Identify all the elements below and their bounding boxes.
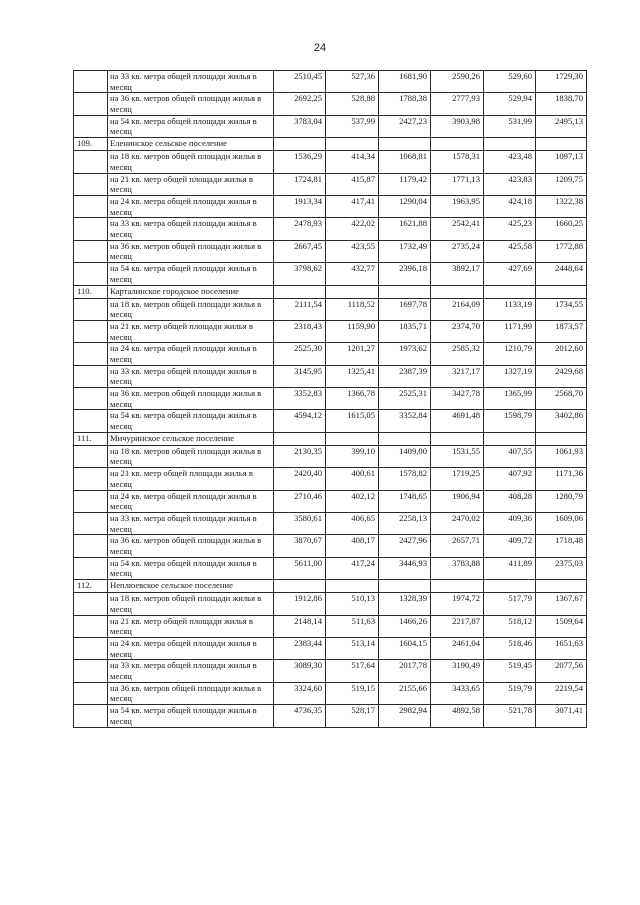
value-cell: 1734,55 [536, 298, 587, 320]
empty-cell [431, 138, 484, 151]
value-cell: 1838,70 [536, 93, 587, 115]
value-cell: 529,60 [484, 71, 536, 93]
section-row [74, 432, 587, 445]
value-cell: 417,41 [326, 195, 379, 217]
value-cell: 5611,00 [274, 557, 326, 579]
value-cell: 513,14 [326, 637, 379, 659]
table-row [74, 151, 587, 173]
value-cell: 2448,64 [536, 263, 587, 285]
value-cell: 427,69 [484, 263, 536, 285]
value-cell: 423,48 [484, 151, 536, 173]
value-cell: 399,10 [326, 445, 379, 467]
value-cell: 1621,88 [379, 218, 431, 240]
table-row [74, 93, 587, 115]
row-number-cell [74, 593, 108, 615]
empty-cell [431, 580, 484, 593]
row-label: на 18 кв. метров общей площади жилья в месяц [108, 445, 274, 467]
table-row [74, 660, 587, 682]
value-cell: 1660,25 [536, 218, 587, 240]
value-cell: 1531,55 [431, 445, 484, 467]
value-cell: 4892,58 [431, 705, 484, 727]
value-cell: 2495,13 [536, 115, 587, 137]
empty-cell [326, 285, 379, 298]
value-cell: 1729,30 [536, 71, 587, 93]
table-row [74, 365, 587, 387]
row-label: на 33 кв. метра общей площади жилья в месяц [108, 365, 274, 387]
value-cell: 2017,78 [379, 660, 431, 682]
row-number-cell [74, 365, 108, 387]
value-cell: 528,88 [326, 93, 379, 115]
value-cell: 1963,95 [431, 195, 484, 217]
value-cell: 407,92 [484, 468, 536, 490]
empty-cell [536, 285, 587, 298]
row-label: на 54 кв. метра общей площади жилья в месяц [108, 705, 274, 727]
value-cell: 518,12 [484, 615, 536, 637]
row-label: на 33 кв. метра общей площади жилья в месяц [108, 660, 274, 682]
value-cell: 519,15 [326, 682, 379, 704]
value-cell: 2542,41 [431, 218, 484, 240]
row-label: на 18 кв. метров общей площади жилья в месяц [108, 151, 274, 173]
value-cell: 1697,78 [379, 298, 431, 320]
table-row [74, 513, 587, 535]
value-cell: 414,34 [326, 151, 379, 173]
value-cell: 408,17 [326, 535, 379, 557]
row-label: на 54 кв. метра общей площади жилья в месяц [108, 557, 274, 579]
section-row [74, 138, 587, 151]
value-cell: 4736,35 [274, 705, 326, 727]
value-cell: 1578,31 [431, 151, 484, 173]
row-number-cell [74, 513, 108, 535]
empty-cell [274, 580, 326, 593]
value-cell: 411,89 [484, 557, 536, 579]
value-cell: 3071,41 [536, 705, 587, 727]
value-cell: 409,72 [484, 535, 536, 557]
row-label: на 21 кв. метр общей площади жилья в месяц [108, 615, 274, 637]
value-cell: 1280,79 [536, 490, 587, 512]
value-cell: 1604,15 [379, 637, 431, 659]
value-cell: 1466,26 [379, 615, 431, 637]
section-number: 111. [74, 432, 108, 445]
value-cell: 2657,71 [431, 535, 484, 557]
value-cell: 3352,83 [274, 388, 326, 410]
row-label: на 33 кв. метра общей площади жилья в месяц [108, 218, 274, 240]
value-cell: 1322,38 [536, 195, 587, 217]
value-cell: 1906,94 [431, 490, 484, 512]
value-cell: 2396,18 [379, 263, 431, 285]
row-label: на 54 кв. метра общей площади жилья в месяц [108, 410, 274, 432]
value-cell: 2148,14 [274, 615, 326, 637]
value-cell: 1068,81 [379, 151, 431, 173]
value-cell: 1327,19 [484, 365, 536, 387]
value-cell: 4594,12 [274, 410, 326, 432]
value-cell: 2420,40 [274, 468, 326, 490]
row-number-cell [74, 151, 108, 173]
value-cell: 1325,41 [326, 365, 379, 387]
table-row [74, 240, 587, 262]
value-cell: 422,02 [326, 218, 379, 240]
value-cell: 3446,93 [379, 557, 431, 579]
table-row [74, 195, 587, 217]
value-cell: 1210,79 [484, 343, 536, 365]
value-cell: 3217,17 [431, 365, 484, 387]
value-cell: 408,28 [484, 490, 536, 512]
row-number-cell [74, 218, 108, 240]
value-cell: 537,99 [326, 115, 379, 137]
value-cell: 3783,88 [431, 557, 484, 579]
value-cell: 519,45 [484, 660, 536, 682]
value-cell: 2374,70 [431, 320, 484, 342]
empty-cell [536, 138, 587, 151]
value-cell: 2461,04 [431, 637, 484, 659]
value-cell: 1061,93 [536, 445, 587, 467]
value-cell: 1772,88 [536, 240, 587, 262]
table-row [74, 218, 587, 240]
value-cell: 415,87 [326, 173, 379, 195]
empty-cell [536, 580, 587, 593]
row-label: на 36 кв. метров общей площади жилья в месяц [108, 388, 274, 410]
value-cell: 1366,78 [326, 388, 379, 410]
value-cell: 409,36 [484, 513, 536, 535]
value-cell: 3089,30 [274, 660, 326, 682]
value-cell: 2590,26 [431, 71, 484, 93]
value-cell: 3190,49 [431, 660, 484, 682]
value-cell: 1328,39 [379, 593, 431, 615]
table-row [74, 445, 587, 467]
value-cell: 400,61 [326, 468, 379, 490]
table-row [74, 593, 587, 615]
empty-cell [274, 138, 326, 151]
table-row [74, 468, 587, 490]
value-cell: 510,13 [326, 593, 379, 615]
table-row [74, 557, 587, 579]
value-cell: 425,23 [484, 218, 536, 240]
value-cell: 511,63 [326, 615, 379, 637]
empty-cell [379, 285, 431, 298]
value-cell: 2692,25 [274, 93, 326, 115]
value-cell: 1912,86 [274, 593, 326, 615]
value-cell: 2667,45 [274, 240, 326, 262]
empty-cell [379, 580, 431, 593]
value-cell: 2375,03 [536, 557, 587, 579]
table-row [74, 173, 587, 195]
table-row [74, 388, 587, 410]
table-row [74, 490, 587, 512]
row-label: на 36 кв. метров общей площади жилья в месяц [108, 93, 274, 115]
value-cell: 1748,65 [379, 490, 431, 512]
row-number-cell [74, 410, 108, 432]
value-cell: 432,77 [326, 263, 379, 285]
value-cell: 1651,63 [536, 637, 587, 659]
empty-cell [274, 432, 326, 445]
value-cell: 1179,42 [379, 173, 431, 195]
value-cell: 1409,00 [379, 445, 431, 467]
empty-cell [431, 285, 484, 298]
value-cell: 407,55 [484, 445, 536, 467]
empty-cell [484, 580, 536, 593]
value-cell: 2383,44 [274, 637, 326, 659]
table-row [74, 410, 587, 432]
value-cell: 1133,19 [484, 298, 536, 320]
value-cell: 2164,09 [431, 298, 484, 320]
value-cell: 2219,54 [536, 682, 587, 704]
table-row [74, 298, 587, 320]
table-row [74, 320, 587, 342]
row-label: на 24 кв. метра общей площади жилья в месяц [108, 195, 274, 217]
table-row [74, 705, 587, 727]
value-cell: 1681,90 [379, 71, 431, 93]
value-cell: 3324,60 [274, 682, 326, 704]
value-cell: 3433,65 [431, 682, 484, 704]
value-cell: 1290,04 [379, 195, 431, 217]
row-number-cell [74, 320, 108, 342]
empty-cell [484, 138, 536, 151]
value-cell: 2012,60 [536, 343, 587, 365]
empty-cell [431, 432, 484, 445]
table-row [74, 615, 587, 637]
value-cell: 1718,48 [536, 535, 587, 557]
empty-cell [536, 432, 587, 445]
value-cell: 2525,30 [274, 343, 326, 365]
value-cell: 2525,31 [379, 388, 431, 410]
row-number-cell [74, 298, 108, 320]
row-label: на 24 кв. метра общей площади жилья в месяц [108, 637, 274, 659]
value-cell: 2777,93 [431, 93, 484, 115]
value-cell: 2217,87 [431, 615, 484, 637]
value-cell: 1732,49 [379, 240, 431, 262]
tariff-table [73, 70, 587, 728]
value-cell: 406,65 [326, 513, 379, 535]
value-cell: 1097,13 [536, 151, 587, 173]
value-cell: 2429,68 [536, 365, 587, 387]
value-cell: 417,24 [326, 557, 379, 579]
empty-cell [274, 285, 326, 298]
value-cell: 2568,70 [536, 388, 587, 410]
row-number-cell [74, 637, 108, 659]
value-cell: 3798,62 [274, 263, 326, 285]
row-number-cell [74, 93, 108, 115]
row-label: на 18 кв. метров общей площади жилья в месяц [108, 298, 274, 320]
value-cell: 2585,32 [431, 343, 484, 365]
value-cell: 1973,62 [379, 343, 431, 365]
value-cell: 1578,82 [379, 468, 431, 490]
value-cell: 1159,90 [326, 320, 379, 342]
row-label: на 36 кв. метров общей площади жилья в месяц [108, 535, 274, 557]
row-number-cell [74, 343, 108, 365]
row-label: на 21 кв. метр общей площади жилья в месяц [108, 468, 274, 490]
empty-cell [326, 138, 379, 151]
value-cell: 1974,72 [431, 593, 484, 615]
value-cell: 529,94 [484, 93, 536, 115]
value-cell: 527,36 [326, 71, 379, 93]
value-cell: 521,78 [484, 705, 536, 727]
section-row [74, 285, 587, 298]
row-number-cell [74, 195, 108, 217]
value-cell: 3783,04 [274, 115, 326, 137]
value-cell: 2478,93 [274, 218, 326, 240]
table-row [74, 682, 587, 704]
value-cell: 1913,34 [274, 195, 326, 217]
value-cell: 425,58 [484, 240, 536, 262]
value-cell: 1209,75 [536, 173, 587, 195]
value-cell: 3892,17 [431, 263, 484, 285]
section-number: 112. [74, 580, 108, 593]
section-row [74, 580, 587, 593]
value-cell: 1719,25 [431, 468, 484, 490]
row-number-cell [74, 388, 108, 410]
empty-cell [484, 432, 536, 445]
row-label: на 18 кв. метров общей площади жилья в месяц [108, 593, 274, 615]
value-cell: 2735,24 [431, 240, 484, 262]
value-cell: 3427,78 [431, 388, 484, 410]
row-number-cell [74, 115, 108, 137]
value-cell: 1788,38 [379, 93, 431, 115]
value-cell: 517,79 [484, 593, 536, 615]
value-cell: 1365,99 [484, 388, 536, 410]
empty-cell [379, 138, 431, 151]
table-row [74, 535, 587, 557]
value-cell: 2111,54 [274, 298, 326, 320]
value-cell: 2510,45 [274, 71, 326, 93]
value-cell: 3402,86 [536, 410, 587, 432]
value-cell: 3580,61 [274, 513, 326, 535]
row-label: на 54 кв. метра общей площади жилья в месяц [108, 263, 274, 285]
value-cell: 423,55 [326, 240, 379, 262]
section-name: Еленинское сельское поселение [108, 138, 274, 151]
value-cell: 1171,99 [484, 320, 536, 342]
section-number: 110. [74, 285, 108, 298]
value-cell: 3352,84 [379, 410, 431, 432]
value-cell: 517,64 [326, 660, 379, 682]
value-cell: 1536,29 [274, 151, 326, 173]
empty-cell [326, 580, 379, 593]
section-name: Неплюевское сельское поселение [108, 580, 274, 593]
value-cell: 1724,81 [274, 173, 326, 195]
value-cell: 2710,46 [274, 490, 326, 512]
row-label: на 21 кв. метр общей площади жилья в месяц [108, 320, 274, 342]
row-label: на 33 кв. метра общей площади жилья в месяц [108, 71, 274, 93]
empty-cell [379, 432, 431, 445]
row-label: на 24 кв. метра общей площади жилья в месяц [108, 343, 274, 365]
row-number-cell [74, 535, 108, 557]
value-cell: 519,79 [484, 682, 536, 704]
row-number-cell [74, 682, 108, 704]
row-number-cell [74, 615, 108, 637]
value-cell: 402,12 [326, 490, 379, 512]
value-cell: 2077,56 [536, 660, 587, 682]
section-number: 109. [74, 138, 108, 151]
section-name: Карталинское городское поселение [108, 285, 274, 298]
row-number-cell [74, 660, 108, 682]
row-label: на 21 кв. метр общей площади жилья в месяц [108, 173, 274, 195]
table-row [74, 343, 587, 365]
empty-cell [484, 285, 536, 298]
value-cell: 2155,66 [379, 682, 431, 704]
row-label: на 24 кв. метра общей площади жилья в месяц [108, 490, 274, 512]
value-cell: 1118,52 [326, 298, 379, 320]
value-cell: 3145,95 [274, 365, 326, 387]
value-cell: 518,46 [484, 637, 536, 659]
value-cell: 1598,79 [484, 410, 536, 432]
value-cell: 2427,96 [379, 535, 431, 557]
value-cell: 2387,39 [379, 365, 431, 387]
row-label: на 36 кв. метров общей площади жилья в месяц [108, 682, 274, 704]
value-cell: 3903,98 [431, 115, 484, 137]
row-label: на 54 кв. метра общей площади жилья в месяц [108, 115, 274, 137]
value-cell: 423,83 [484, 173, 536, 195]
row-label: на 33 кв. метра общей площади жилья в месяц [108, 513, 274, 535]
value-cell: 1873,57 [536, 320, 587, 342]
table-row [74, 263, 587, 285]
value-cell: 2470,02 [431, 513, 484, 535]
value-cell: 1509,64 [536, 615, 587, 637]
value-cell: 528,17 [326, 705, 379, 727]
row-label: на 36 кв. метров общей площади жилья в месяц [108, 240, 274, 262]
value-cell: 4691,48 [431, 410, 484, 432]
table-body [74, 71, 587, 728]
row-number-cell [74, 71, 108, 93]
value-cell: 2258,13 [379, 513, 431, 535]
page-number: 24 [313, 42, 327, 54]
value-cell: 1835,71 [379, 320, 431, 342]
table-row [74, 115, 587, 137]
row-number-cell [74, 173, 108, 195]
empty-cell [326, 432, 379, 445]
row-number-cell [74, 705, 108, 727]
table-row [74, 71, 587, 93]
value-cell: 531,99 [484, 115, 536, 137]
value-cell: 1171,36 [536, 468, 587, 490]
row-number-cell [74, 468, 108, 490]
row-number-cell [74, 445, 108, 467]
row-number-cell [74, 263, 108, 285]
row-number-cell [74, 557, 108, 579]
value-cell: 2982,94 [379, 705, 431, 727]
value-cell: 1201,27 [326, 343, 379, 365]
value-cell: 2318,43 [274, 320, 326, 342]
value-cell: 3870,67 [274, 535, 326, 557]
row-number-cell [74, 240, 108, 262]
section-name: Мичуринское сельское поселение [108, 432, 274, 445]
value-cell: 2427,23 [379, 115, 431, 137]
value-cell: 2130,35 [274, 445, 326, 467]
value-cell: 424,18 [484, 195, 536, 217]
table-row [74, 637, 587, 659]
value-cell: 1771,13 [431, 173, 484, 195]
row-number-cell [74, 490, 108, 512]
value-cell: 1367,67 [536, 593, 587, 615]
value-cell: 1615,05 [326, 410, 379, 432]
value-cell: 1609,06 [536, 513, 587, 535]
